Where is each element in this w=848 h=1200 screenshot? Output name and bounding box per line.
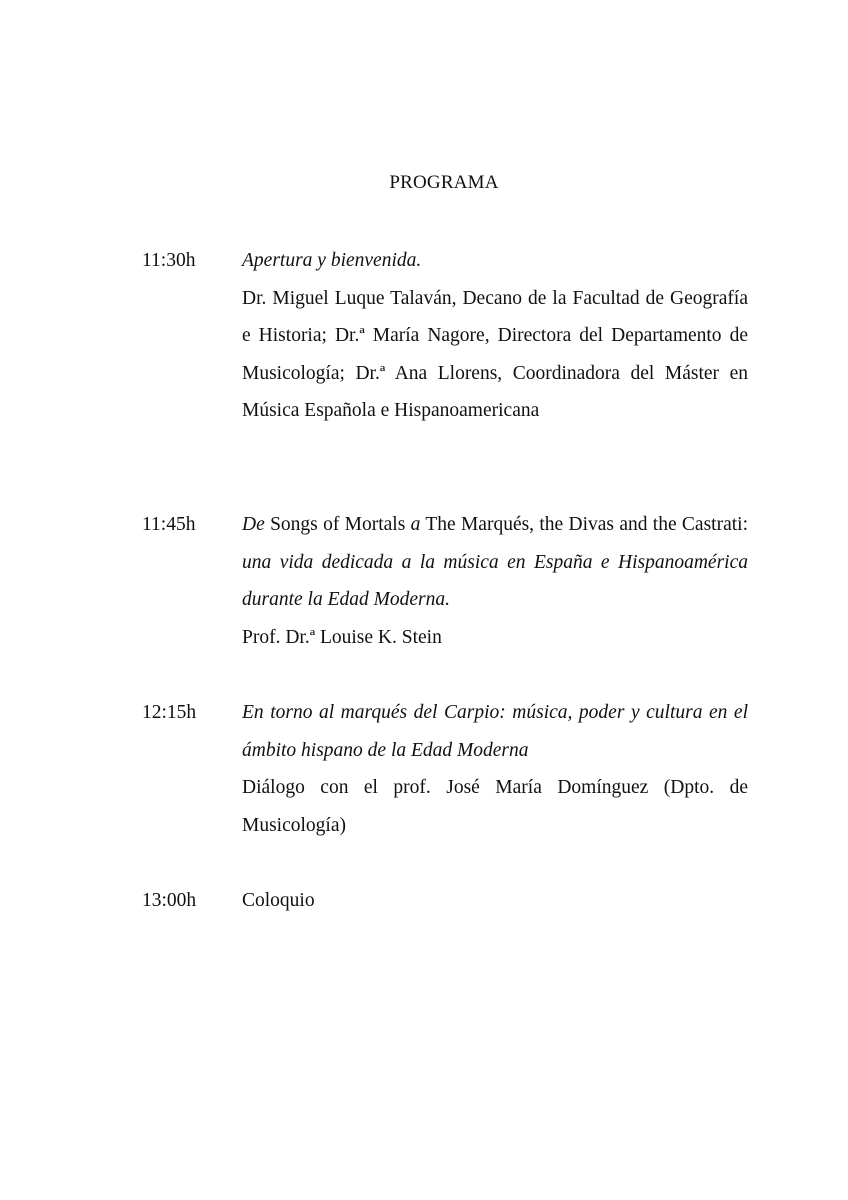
entry-title-part: a: [410, 514, 421, 535]
entry-time: 13:00h: [142, 890, 197, 911]
entry-content: [242, 506, 748, 656]
entry-time: 11:45h: [142, 514, 196, 535]
entry-heading: En torno al marqués del Carpio: música, poder y cultura en el ámbito hispano de la Edad Moderna: [242, 702, 748, 761]
entry-title-part: Songs of Mortals: [264, 514, 411, 535]
entry-title-part: una vida dedicada a la música en España e Hispanoamérica durante la Edad Moderna.: [242, 551, 748, 610]
entry-content: [242, 242, 748, 430]
entry-content: [242, 882, 748, 920]
entry-body: Dr. Miguel Luque Talaván, Decano de la Facultad de Geografía e Historia; Dr.ª María Nagore, Directora del Departamento de Musicología; Dr.ª Ana Llorens, Coordinadora del Máster en Música Española e Hispanoamericana: [242, 287, 748, 421]
entry-time: 12:15h: [142, 702, 197, 723]
entry-heading: Coloquio: [242, 890, 315, 911]
entry-title-part: The Marqués, the Divas and the Castrati:: [420, 514, 749, 535]
entry-heading: Apertura y bienvenida.: [242, 250, 422, 271]
entry-title-part: De: [242, 514, 265, 535]
entry-content: [242, 694, 748, 844]
page-title: PROGRAMA: [389, 172, 499, 193]
entry-speaker: Prof. Dr.ª Louise K. Stein: [242, 626, 442, 648]
entry-body: Diálogo con el prof. José María Domínguez (Dpto. de Musicología): [242, 777, 748, 836]
entry-time: 11:30h: [142, 250, 196, 271]
entry-title: [242, 506, 748, 619]
